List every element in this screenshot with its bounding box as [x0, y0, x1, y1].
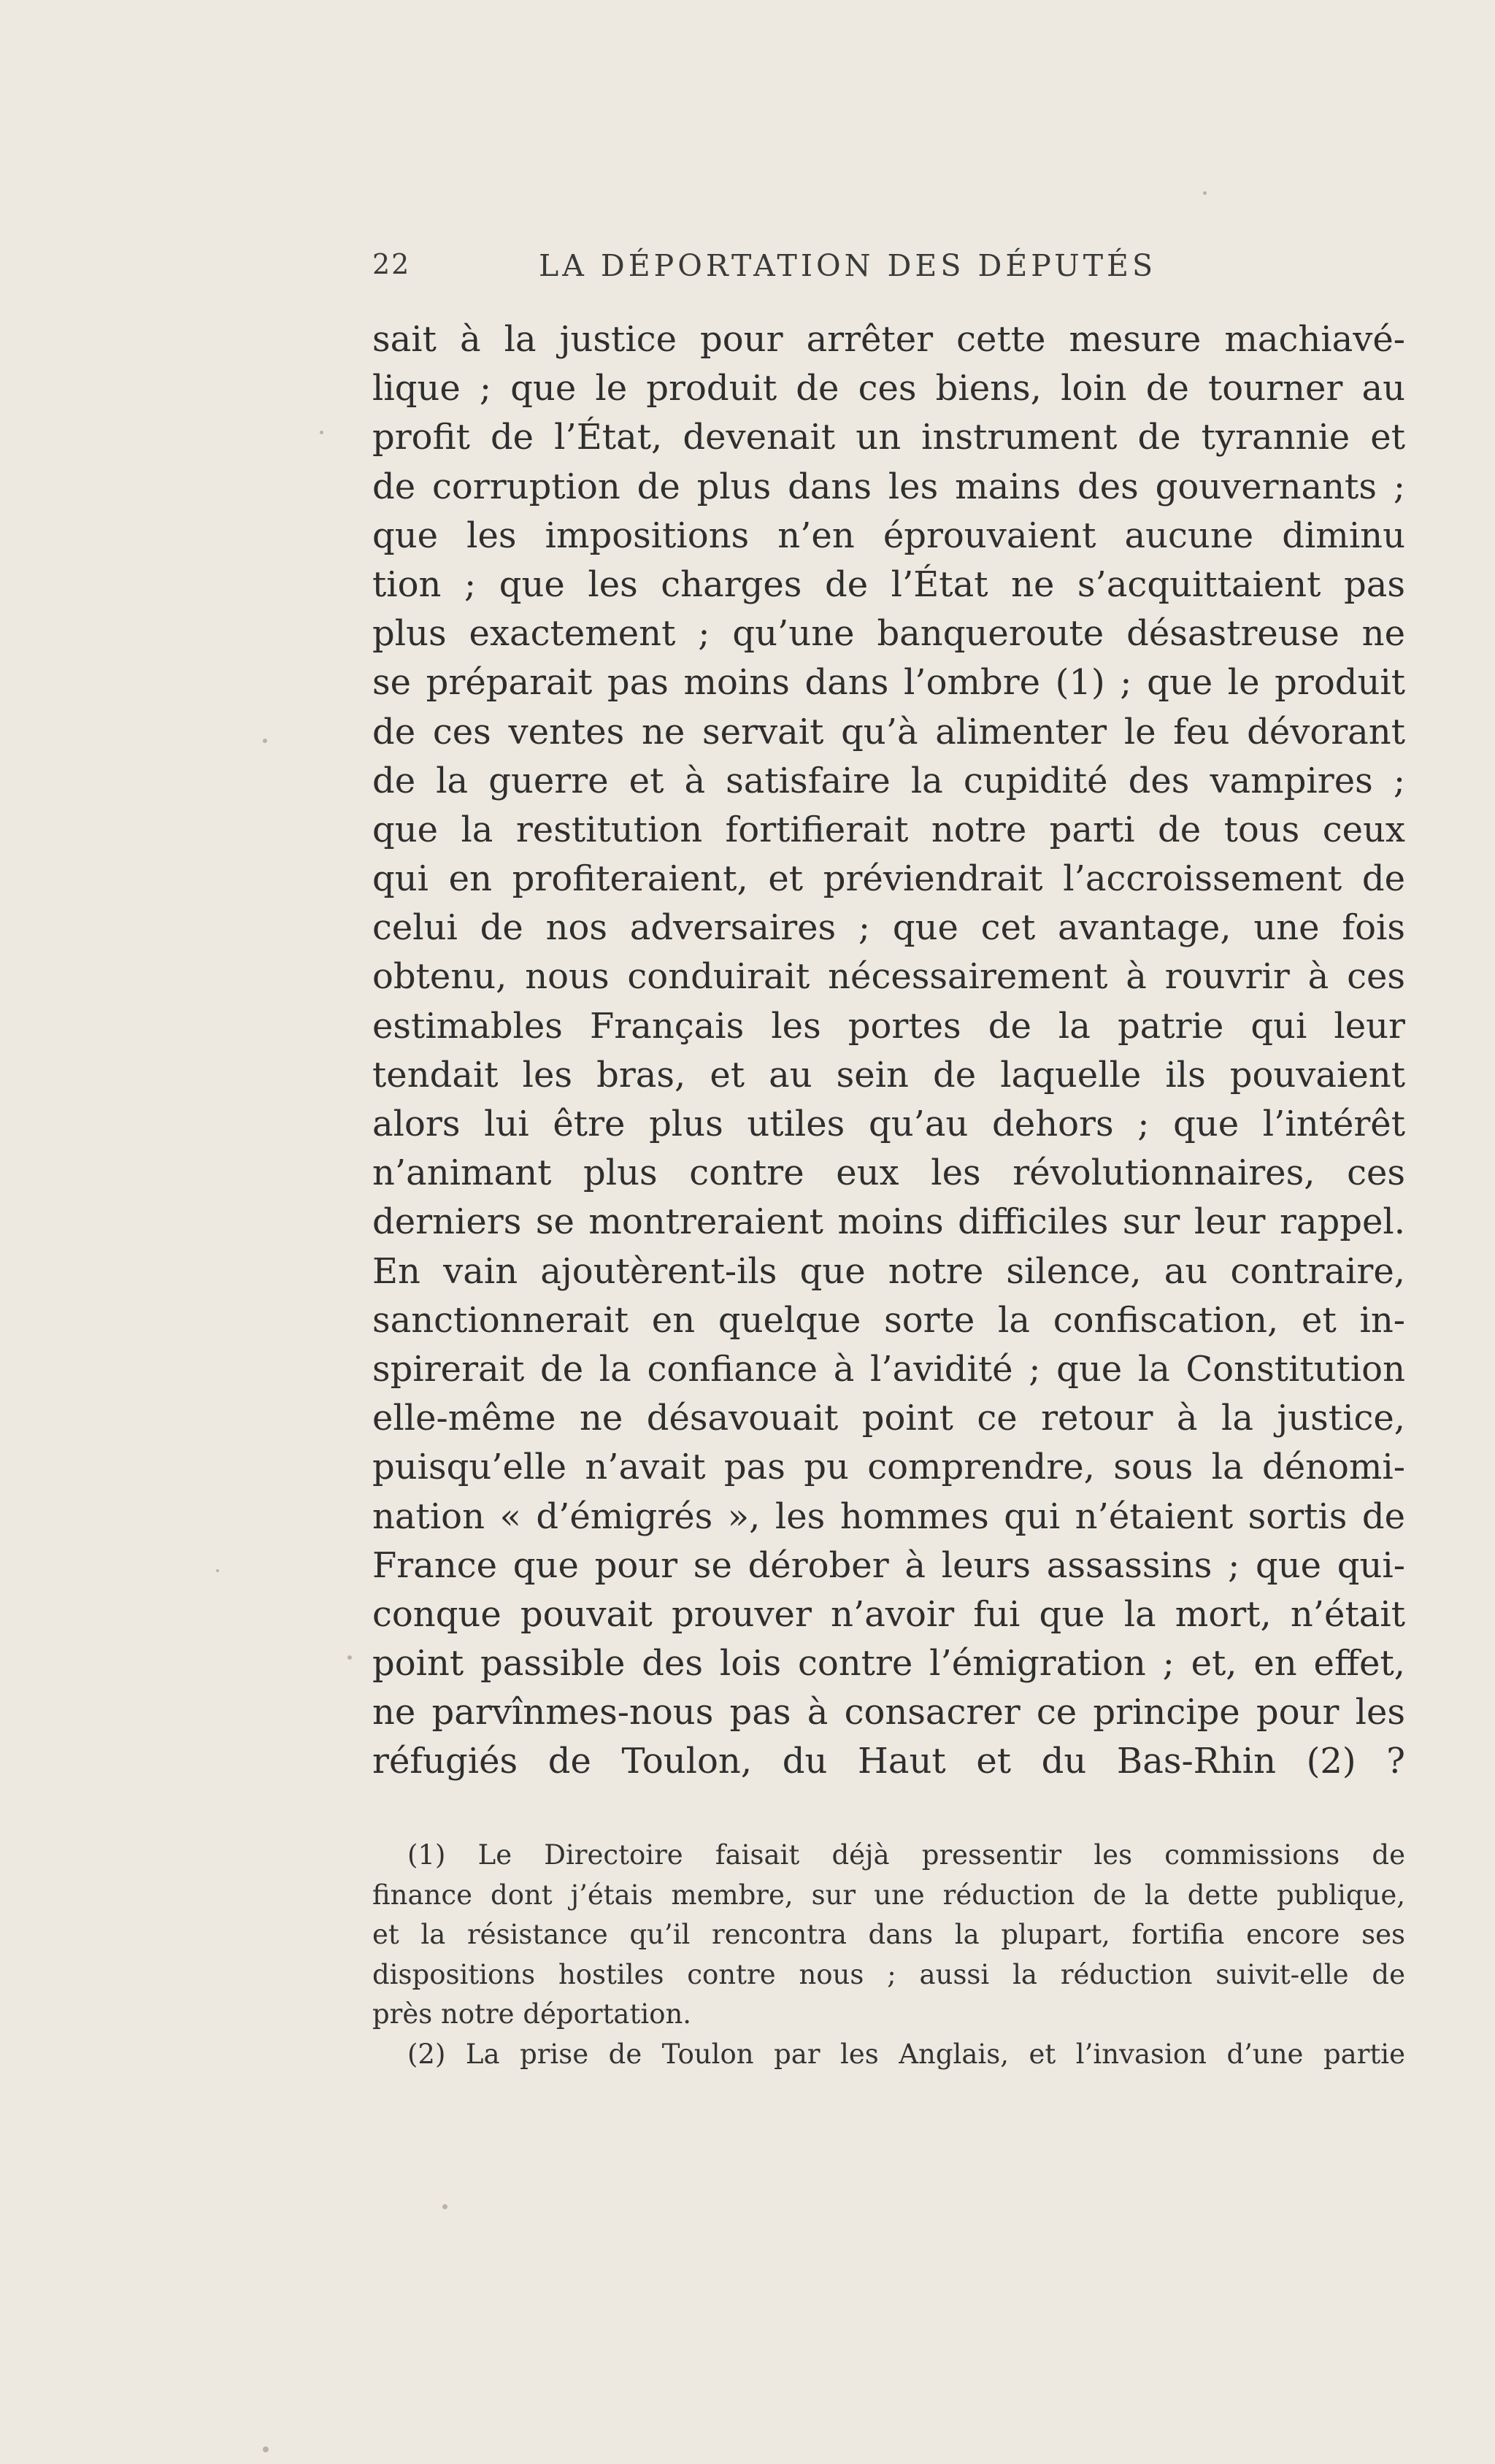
paper-speck	[1203, 191, 1207, 195]
running-title: LA DÉPORTATION DES DÉPUTÉS	[539, 248, 1157, 283]
footnote-line: dispositions hostiles contre nous ; aussi la réduction suivit-elle de	[372, 1958, 1405, 1990]
text-line: n’animant plus contre eux les révolutionnaires, ces	[372, 1152, 1405, 1194]
text-line: qui en profiteraient, et préviendrait l’accroissement de	[372, 858, 1405, 900]
text-line: nation « d’émigrés », les hommes qui n’étaient sortis de	[372, 1495, 1405, 1537]
paper-speck	[263, 2446, 269, 2452]
paper-speck	[263, 739, 267, 743]
paper-speck	[347, 1655, 352, 1660]
footnote-line: finance dont j’étais membre, sur une réduction de la dette publique,	[372, 1879, 1405, 1911]
text-line: que les impositions n’en éprouvaient aucune diminu	[372, 515, 1405, 556]
text-line: ne parvînmes-nous pas à consacrer ce principe pour les	[372, 1692, 1405, 1733]
text-line: puisqu’elle n’avait pas pu comprendre, sous la dénomi-	[372, 1447, 1405, 1488]
text-line: tendait les bras, et au sein de laquelle ils pouvaient	[372, 1054, 1405, 1096]
footnote-line: (1) Le Directoire faisait déjà pressentir les commissions de	[407, 1839, 1405, 1871]
text-line: obtenu, nous conduirait nécessairement à rouvrir à ces	[372, 956, 1405, 998]
text-line: de ces ventes ne servait qu’à alimenter le feu dévorant	[372, 711, 1405, 752]
paper-speck	[216, 1569, 219, 1572]
paper-speck	[442, 2204, 447, 2209]
text-line: que la restitution fortifierait notre parti de tous ceux	[372, 809, 1405, 850]
text-line: de corruption de plus dans les mains des gouvernants ;	[372, 466, 1405, 507]
text-line: profit de l’État, devenait un instrument de tyrannie et	[372, 417, 1405, 458]
text-line: conque pouvait prouver n’avoir fui que la mort, n’était	[372, 1593, 1405, 1635]
text-line: plus exactement ; qu’une banqueroute désastreuse ne	[372, 613, 1405, 655]
footnote-1	[372, 1836, 1405, 2035]
text-line: tion ; que les charges de l’État ne s’acquittaient pas	[372, 563, 1405, 605]
text-line: se préparait pas moins dans l’ombre (1) ; que le produit	[372, 662, 1405, 704]
footnote-line: et la résistance qu’il rencontra dans la plupart, fortifia encore ses	[372, 1919, 1405, 1950]
text-line: alors lui être plus utiles qu’au dehors ; que l’intérêt	[372, 1104, 1405, 1144]
paper-speck	[320, 431, 323, 434]
footnotes	[372, 1836, 1405, 2074]
text-line: réfugiés de Toulon, du Haut et du Bas-Rhin (2) ?	[372, 1741, 1405, 1782]
text-line: point passible des lois contre l’émigration ; et, en effet,	[372, 1643, 1405, 1685]
text-line: En vain ajoutèrent-ils que notre silence, au contraire,	[372, 1250, 1405, 1292]
page-header	[372, 248, 1405, 292]
text-line: elle-même ne désavouait point ce retour à la justice,	[372, 1398, 1405, 1439]
page-number: 22	[372, 248, 411, 280]
text-line: sanctionnerait en quelque sorte la confiscation, et in-	[372, 1299, 1405, 1341]
text-line: derniers se montreraient moins difficiles sur leur rappel.	[372, 1201, 1405, 1243]
footnote-line: près notre déportation.	[372, 1998, 692, 2030]
text-line: celui de nos adversaires ; que cet avantage, une fois	[372, 907, 1405, 949]
footnote-line: (2) La prise de Toulon par les Anglais, et l’invasion d’une partie	[407, 2038, 1405, 2070]
text-line: France que pour se dérober à leurs assassins ; que qui-	[372, 1544, 1405, 1586]
text-line: estimables Français les portes de la patrie qui leur	[372, 1005, 1405, 1047]
text-line: sait à la justice pour arrêter cette mesure machiavé-	[372, 319, 1405, 360]
text-line: spirerait de la confiance à l’avidité ; que la Constitution	[372, 1348, 1405, 1390]
main-text	[372, 315, 1405, 1787]
text-line: de la guerre et à satisfaire la cupidité des vampires ;	[372, 760, 1405, 801]
text-line: lique ; que le produit de ces biens, loin de tourner au	[372, 368, 1405, 409]
footnote-2	[372, 2035, 1405, 2075]
